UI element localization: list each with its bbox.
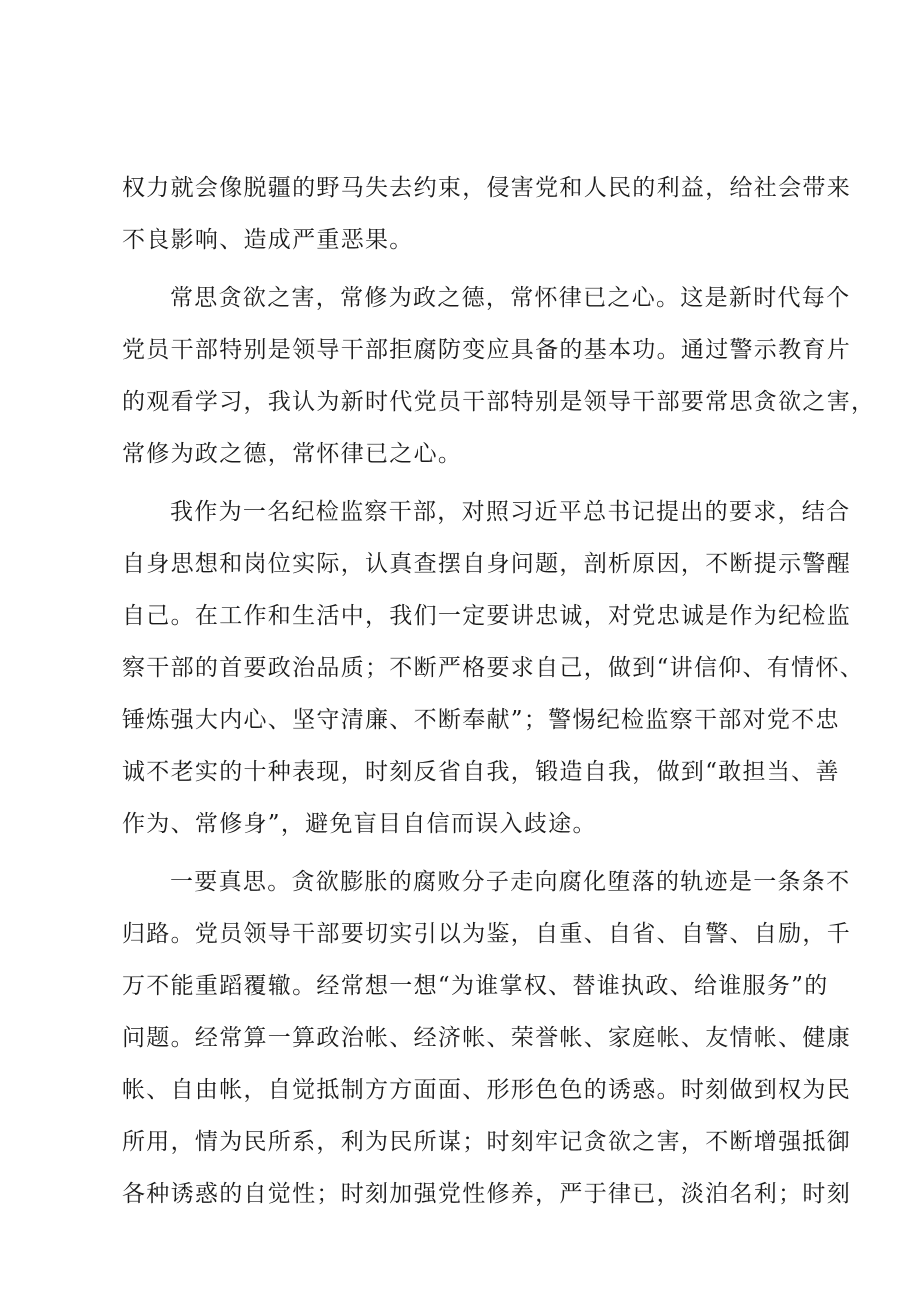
text-line: 常思贪欲之害，常修为政之德，常怀律已之心。这是新时代每个	[170, 285, 851, 311]
text-line: 不良影响、造成严重恶果。	[122, 227, 414, 253]
text-line: 问题。经常算一算政治帐、经济帐、荣誉帐、家庭帐、友情帐、健康	[122, 1025, 851, 1051]
document-body	[122, 162, 876, 1220]
text-line: 锤炼强大内心、坚守清廉、不断奉献”；警惕纪检监察干部对党不忠	[122, 707, 840, 733]
text-line: 察干部的首要政治品质；不断严格要求自己，做到“讲信仰、有情怀、	[122, 655, 865, 681]
text-line: 自己。在工作和生活中，我们一定要讲忠诚，对党忠诚是作为纪检监	[122, 603, 851, 629]
text-line: 的观看学习，我认为新时代党员干部特别是领导干部要常思贪欲之害，	[122, 389, 876, 415]
text-line: 各种诱惑的自觉性；时刻加强党性修养，严于律已，淡泊名利；时刻	[122, 1181, 851, 1207]
text-line: 党员干部特别是领导干部拒腐防变应具备的基本功。通过警示教育片	[122, 337, 851, 363]
text-line: 自身思想和岗位实际，认真查摆自身问题，剖析原因，不断提示警醒	[122, 551, 851, 577]
text-line: 归路。党员领导干部要切实引以为鉴，自重、自省、自警、自励，千	[122, 921, 851, 947]
text-line: 作为、常修身”，避免盲目自信而误入歧途。	[122, 811, 597, 837]
paragraph	[122, 856, 851, 1220]
text-line: 常修为政之德，常怀律已之心。	[122, 441, 463, 467]
text-line: 我作为一名纪检监察干部，对照习近平总书记提出的要求，结合	[170, 499, 851, 525]
paragraph	[122, 162, 851, 266]
text-line: 所用，情为民所系，利为民所谋；时刻牢记贪欲之害，不断增强抵御	[122, 1129, 851, 1155]
paragraph	[122, 486, 865, 850]
paragraph	[122, 272, 876, 480]
text-line: 帐、自由帐，自觉抵制方方面面、形形色色的诱惑。时刻做到权为民	[122, 1077, 851, 1103]
text-line: 万不能重蹈覆辙。经常想一想“为谁掌权、替谁执政、给谁服务”的	[122, 973, 829, 999]
text-line: 诚不老实的十种表现，时刻反省自我，锻造自我，做到“敢担当、善	[122, 759, 840, 785]
text-line: 权力就会像脱疆的野马失去约束，侵害党和人民的利益，给社会带来	[122, 175, 851, 201]
text-line: 一要真思。贪欲膨胀的腐败分子走向腐化堕落的轨迹是一条条不	[170, 869, 851, 895]
